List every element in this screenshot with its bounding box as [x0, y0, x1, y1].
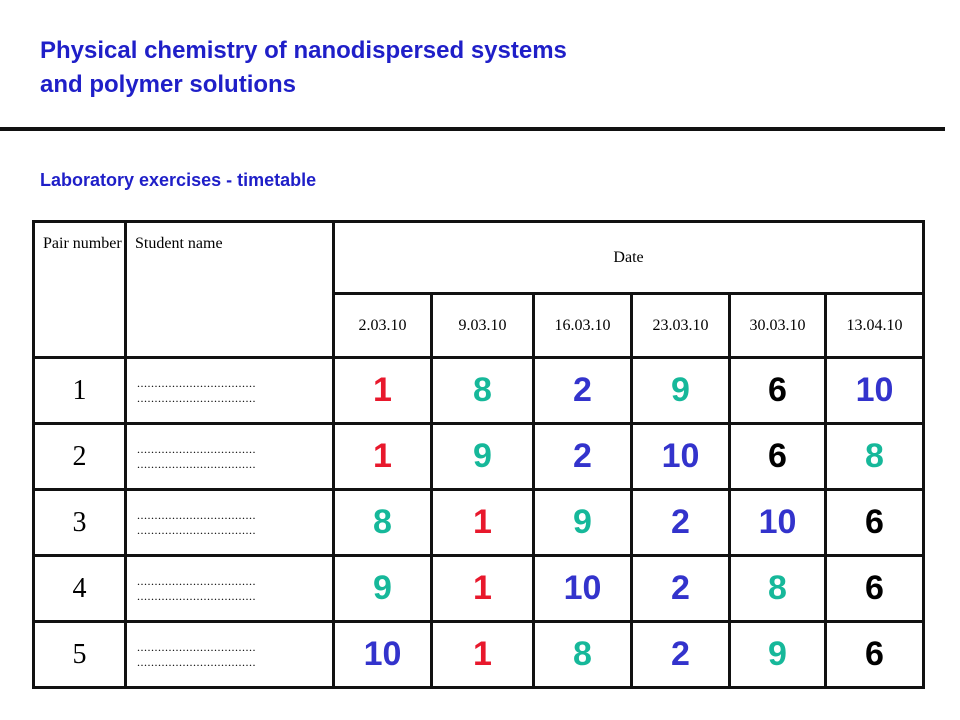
date-cell: 13.04.10: [826, 294, 924, 358]
pair-number: 5: [34, 622, 126, 688]
exercise-number: 9: [334, 556, 432, 622]
title-divider: [0, 127, 945, 131]
pair-number: 4: [34, 556, 126, 622]
date-cell: 9.03.10: [432, 294, 534, 358]
pair-number: 3: [34, 490, 126, 556]
exercise-number: 6: [730, 424, 826, 490]
exercise-number: 2: [632, 622, 730, 688]
student-name-line: ..................................: [137, 390, 256, 405]
title-line-2: and polymer solutions: [40, 71, 297, 98]
student-name-line: ..................................: [137, 441, 256, 456]
exercise-number: 1: [432, 556, 534, 622]
exercise-number: 2: [534, 424, 632, 490]
student-name-cell[interactable]: [126, 622, 334, 688]
header-pair-number: Pair number: [34, 222, 126, 358]
exercise-number: 10: [534, 556, 632, 622]
exercise-number: 6: [826, 622, 924, 688]
table-row: [34, 622, 924, 688]
exercise-number: 10: [632, 424, 730, 490]
exercise-number: 10: [334, 622, 432, 688]
exercise-number: 10: [730, 490, 826, 556]
table-row: [34, 490, 924, 556]
exercise-number: 8: [534, 622, 632, 688]
student-name-line: ..................................: [137, 639, 256, 654]
student-name-line: ..................................: [137, 375, 256, 390]
student-name-cell[interactable]: [126, 358, 334, 424]
exercise-number: 8: [730, 556, 826, 622]
exercise-number: 9: [632, 358, 730, 424]
exercise-number: 8: [826, 424, 924, 490]
exercise-number: 1: [334, 424, 432, 490]
table-row: [34, 556, 924, 622]
exercise-number: 8: [432, 358, 534, 424]
student-name-line: ..................................: [137, 522, 256, 537]
title-line-1: Physical chemistry of nanodispersed systems: [40, 37, 567, 64]
student-name-line: ..................................: [137, 507, 256, 522]
header-date: Date: [334, 222, 924, 294]
exercise-number: 6: [826, 490, 924, 556]
exercise-number: 1: [432, 622, 534, 688]
exercise-number: 2: [632, 490, 730, 556]
date-cell: 23.03.10: [632, 294, 730, 358]
header-student-name: Student name: [126, 222, 334, 358]
exercise-number: 10: [826, 358, 924, 424]
pair-number: 1: [34, 358, 126, 424]
date-cell: 16.03.10: [534, 294, 632, 358]
date-cell: 30.03.10: [730, 294, 826, 358]
exercise-number: 6: [730, 358, 826, 424]
pair-number: 2: [34, 424, 126, 490]
table-row: [34, 424, 924, 490]
page-subtitle: Laboratory exercises - timetable: [40, 170, 317, 190]
student-name-cell[interactable]: [126, 490, 334, 556]
student-name-cell[interactable]: [126, 556, 334, 622]
exercise-number: 1: [334, 358, 432, 424]
exercise-number: 1: [432, 490, 534, 556]
timetable: [32, 220, 925, 689]
exercise-number: 9: [534, 490, 632, 556]
exercise-number: 2: [534, 358, 632, 424]
student-name-line: ..................................: [137, 654, 256, 669]
student-name-cell[interactable]: [126, 424, 334, 490]
exercise-number: 2: [632, 556, 730, 622]
date-cell: 2.03.10: [334, 294, 432, 358]
student-name-line: ..................................: [137, 573, 256, 588]
exercise-number: 9: [432, 424, 534, 490]
exercise-number: 6: [826, 556, 924, 622]
student-name-line: ..................................: [137, 456, 256, 471]
exercise-number: 8: [334, 490, 432, 556]
exercise-number: 9: [730, 622, 826, 688]
student-name-line: ..................................: [137, 588, 256, 603]
table-row: [34, 358, 924, 424]
page-title: [40, 34, 567, 102]
